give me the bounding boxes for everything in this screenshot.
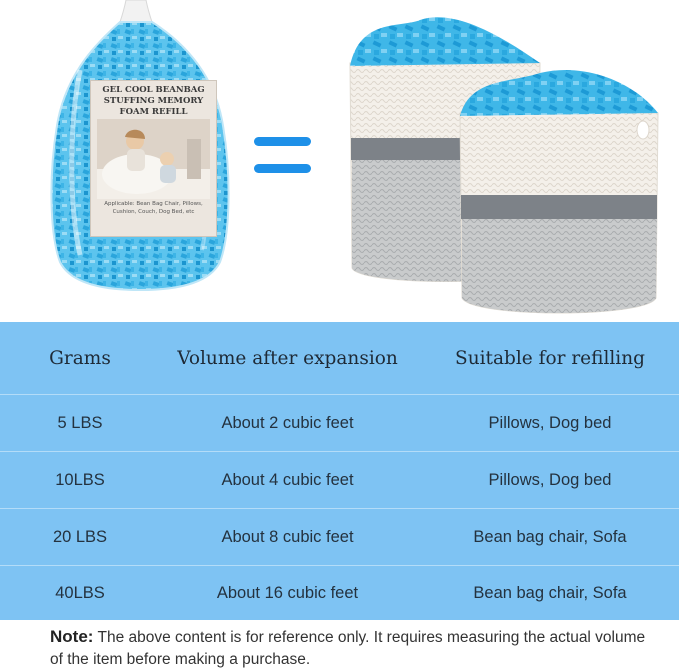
note-text: The above content is for reference only. It requires measuring the actual volume of the item before making a purchase. [50,629,646,668]
foam-bag-image [40,0,240,295]
header-grams: Grams [49,348,111,369]
equals-bar-bottom [254,164,311,173]
cell-volume: About 16 cubic feet [216,583,359,602]
baskets-image [340,8,670,320]
equals-bar-top [254,137,311,146]
label-photo [97,119,210,199]
label-subtitle: Applicable: Bean Bag Chair, Pillows, Cushion, Couch, Dog Bed, etc [104,201,203,215]
cell-usage: Pillows, Dog bed [488,471,612,489]
table-row [0,452,679,509]
note-label: Note: [50,627,94,646]
cell-volume: About 2 cubic feet [221,414,354,432]
cell-weight: 20 LBS [52,528,108,546]
table-row [0,395,679,452]
cell-usage: Pillows, Dog bed [488,414,612,432]
cell-weight: 5 LBS [57,414,103,432]
label-title: GEL COOL BEANBAG STUFFING MEMORY FOAM REFILL [102,85,205,117]
cell-weight: 10LBS [55,471,105,489]
disclaimer-note [50,626,660,671]
table-header-row [0,322,679,395]
cell-weight: 40LBS [55,583,105,602]
header-volume: Volume after expansion [177,348,398,369]
refill-size-table [0,322,679,620]
equals-sign-icon [254,137,311,177]
table-row [0,509,679,566]
cell-volume: About 8 cubic feet [221,528,354,546]
header-suitable: Suitable for refilling [455,348,645,369]
product-hero [0,0,679,322]
product-label [90,80,217,237]
cell-usage: Bean bag chair, Sofa [473,583,627,602]
baskets-illustration [340,8,670,320]
cell-volume: About 4 cubic feet [221,471,354,489]
table-row [0,566,679,620]
cell-usage: Bean bag chair, Sofa [473,528,627,546]
